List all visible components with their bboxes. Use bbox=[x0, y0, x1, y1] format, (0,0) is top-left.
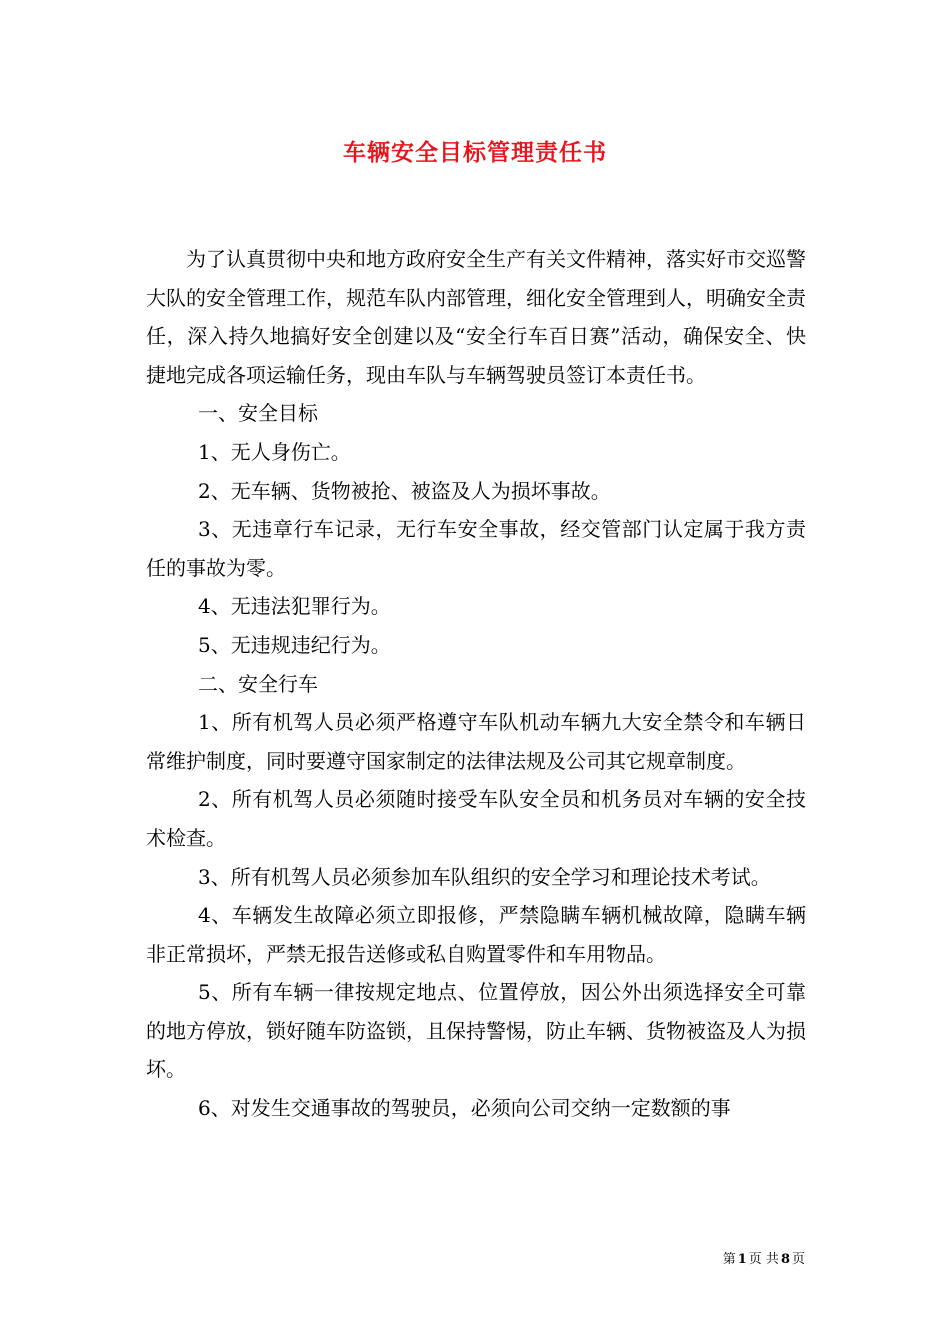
document-body bbox=[146, 240, 806, 1128]
list-item: 5、无违规违纪行为。 bbox=[198, 632, 391, 657]
list-item: 6、对发生交通事故的驾驶员，必须向公司交纳一定数额的事 bbox=[198, 1096, 731, 1121]
page-number-footer bbox=[723, 1248, 805, 1267]
list-item: 2、无车辆、货物被抢、被盗及人为损坏事故。 bbox=[198, 478, 611, 503]
section-heading-safety-goals: 一、安全目标 bbox=[198, 401, 318, 426]
list-item: 1、所有机驾人员必须严格遵守车队机动车辆九大安全禁令和车辆日常维护制度，同时要遵守国家制定的法律法规及公司其它规章制度。 bbox=[146, 710, 806, 773]
list-item: 2、所有机驾人员必须随时接受车队安全员和机务员对车辆的安全技术检查。 bbox=[146, 787, 806, 850]
list-item: 4、无违法犯罪行为。 bbox=[198, 594, 391, 619]
list-item: 3、所有机驾人员必须参加车队组织的安全学习和理论技术考试。 bbox=[198, 864, 771, 889]
footer-suffix: 页 bbox=[791, 1252, 805, 1267]
list-item: 5、所有车辆一律按规定地点、位置停放，因公外出须选择安全可靠的地方停放，锁好随车防盗锁，且保持警惕，防止车辆、货物被盗及人为损坏。 bbox=[146, 980, 806, 1082]
list-item: 1、无人身伤亡。 bbox=[198, 439, 351, 464]
paragraph-intro: 为了认真贯彻中央和地方政府安全生产有关文件精神，落实好市交巡警大队的安全管理工作，规范车队内部管理，细化安全管理到人，明确安全责任，深入持久地搞好安全创建以及“安全行车百日赛”活动，确保安全、快捷地完成各项运输任务，现由车队与车辆驾驶员签订本责任书。 bbox=[146, 247, 806, 387]
list-item: 4、车辆发生故障必须立即报修，严禁隐瞒车辆机械故障，隐瞒车辆非正常损坏，严禁无报告送修或私自购置零件和车用物品。 bbox=[146, 903, 806, 966]
total-pages-number: 8 bbox=[780, 1252, 790, 1267]
document-title: 车辆安全目标管理责任书 bbox=[343, 139, 607, 166]
footer-middle: 页 共 bbox=[748, 1252, 779, 1267]
footer-prefix: 第 bbox=[722, 1252, 736, 1267]
list-item: 3、无违章行车记录，无行车安全事故，经交管部门认定属于我方责任的事故为零。 bbox=[146, 517, 806, 580]
section-heading-safe-driving: 二、安全行车 bbox=[198, 671, 318, 696]
current-page-number: 1 bbox=[737, 1252, 747, 1267]
